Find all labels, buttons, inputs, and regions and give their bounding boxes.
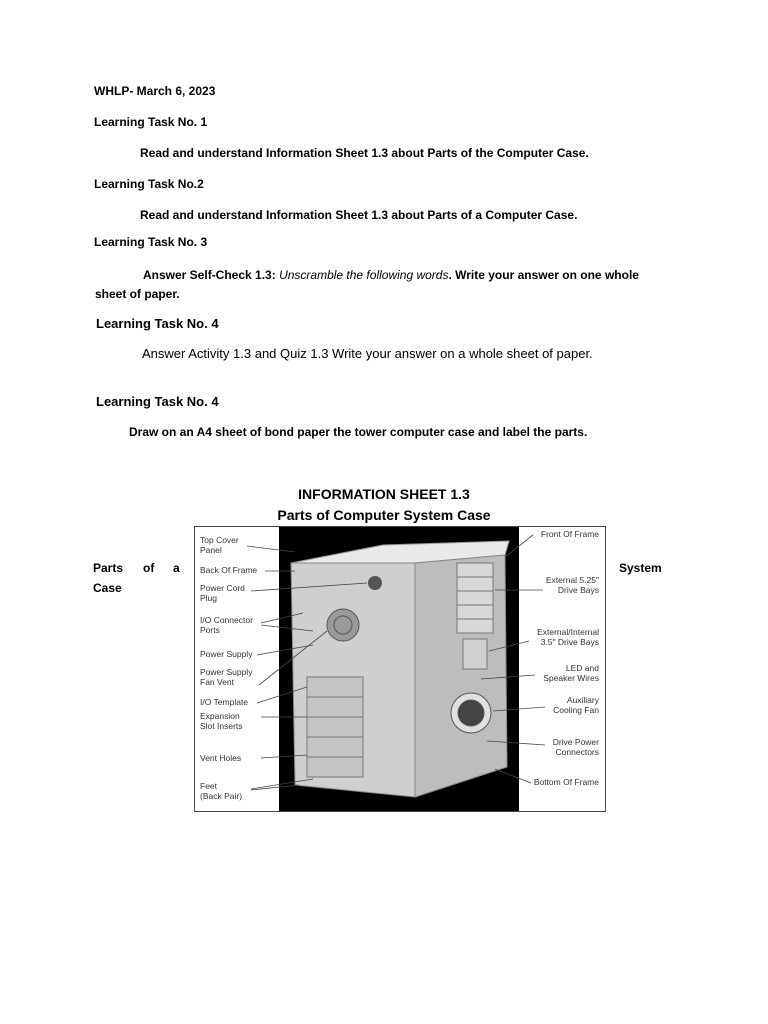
expansion-slots	[307, 677, 363, 777]
task-3-heading: Learning Task No. 3	[94, 235, 208, 249]
task-3-body	[143, 268, 639, 282]
power-cord-plug	[368, 576, 382, 590]
caption-word-system: System	[619, 561, 662, 575]
caption-word-of: of	[143, 561, 155, 575]
caption-word-case: Case	[93, 581, 122, 595]
task-3-body-italic: Unscramble the following words	[279, 268, 449, 282]
caption-word-parts: Parts	[93, 561, 124, 575]
task-3-body-line2: sheet of paper.	[95, 287, 180, 301]
power-supply-fan	[327, 609, 359, 641]
task-2-body: Read and understand Information Sheet 1.3 about Parts of a Computer Case.	[140, 208, 578, 222]
info-sheet-title: INFORMATION SHEET 1.3	[298, 486, 470, 502]
drive-bays	[457, 563, 493, 633]
info-sheet-subtitle: Parts of Computer System Case	[277, 507, 491, 523]
figure-label: Back Of Frame	[200, 565, 258, 575]
task-2-heading: Learning Task No.2	[94, 177, 204, 191]
caption-word-a: a	[173, 561, 180, 575]
figure-label: Power Supply Fan Vent	[200, 667, 253, 687]
figure-label: Power Supply	[200, 649, 253, 659]
figure-label: Vent Holes	[200, 753, 242, 763]
figure-label: External/Internal 3.5" Drive Bays	[537, 627, 599, 647]
figure-label: Front Of Frame	[540, 529, 599, 539]
figure-label: Power Cord Plug	[200, 583, 245, 603]
task-1-heading: Learning Task No. 1	[94, 115, 208, 129]
small-drive-bays	[463, 639, 487, 669]
task-3-body-prefix: Answer Self-Check 1.3:	[143, 268, 280, 282]
figure-label: Bottom Of Frame	[533, 777, 599, 787]
task-4-body: Answer Activity 1.3 and Quiz 1.3 Write your answer on a whole sheet of paper.	[142, 346, 593, 361]
figure-label: Top Cover Panel	[200, 535, 239, 555]
figure-label: Drive Power Connectors	[552, 737, 599, 757]
task-1-body: Read and understand Information Sheet 1.3 about Parts of the Computer Case.	[140, 146, 589, 160]
computer-case-figure	[194, 526, 606, 812]
figure-label: I/O Template	[200, 697, 249, 707]
figure-label: Auxiliary Cooling Fan	[553, 695, 599, 715]
task-5-body: Draw on an A4 sheet of bond paper the tower computer case and label the parts.	[129, 425, 588, 439]
figure-label: I/O Connector Ports	[200, 615, 253, 635]
figure-label: LED and Speaker Wires	[543, 663, 599, 683]
figure-label: Feet (Back Pair)	[200, 781, 243, 801]
figure-label: External 5.25" Drive Bays	[545, 575, 599, 595]
document-title: WHLP- March 6, 2023	[94, 84, 216, 98]
task-4-heading: Learning Task No. 4	[96, 316, 219, 331]
task-5-heading: Learning Task No. 4	[96, 394, 219, 409]
figure-label: Expansion Slot Inserts	[200, 711, 243, 731]
task-3-body-suffix: . Write your answer on one whole	[448, 268, 639, 282]
